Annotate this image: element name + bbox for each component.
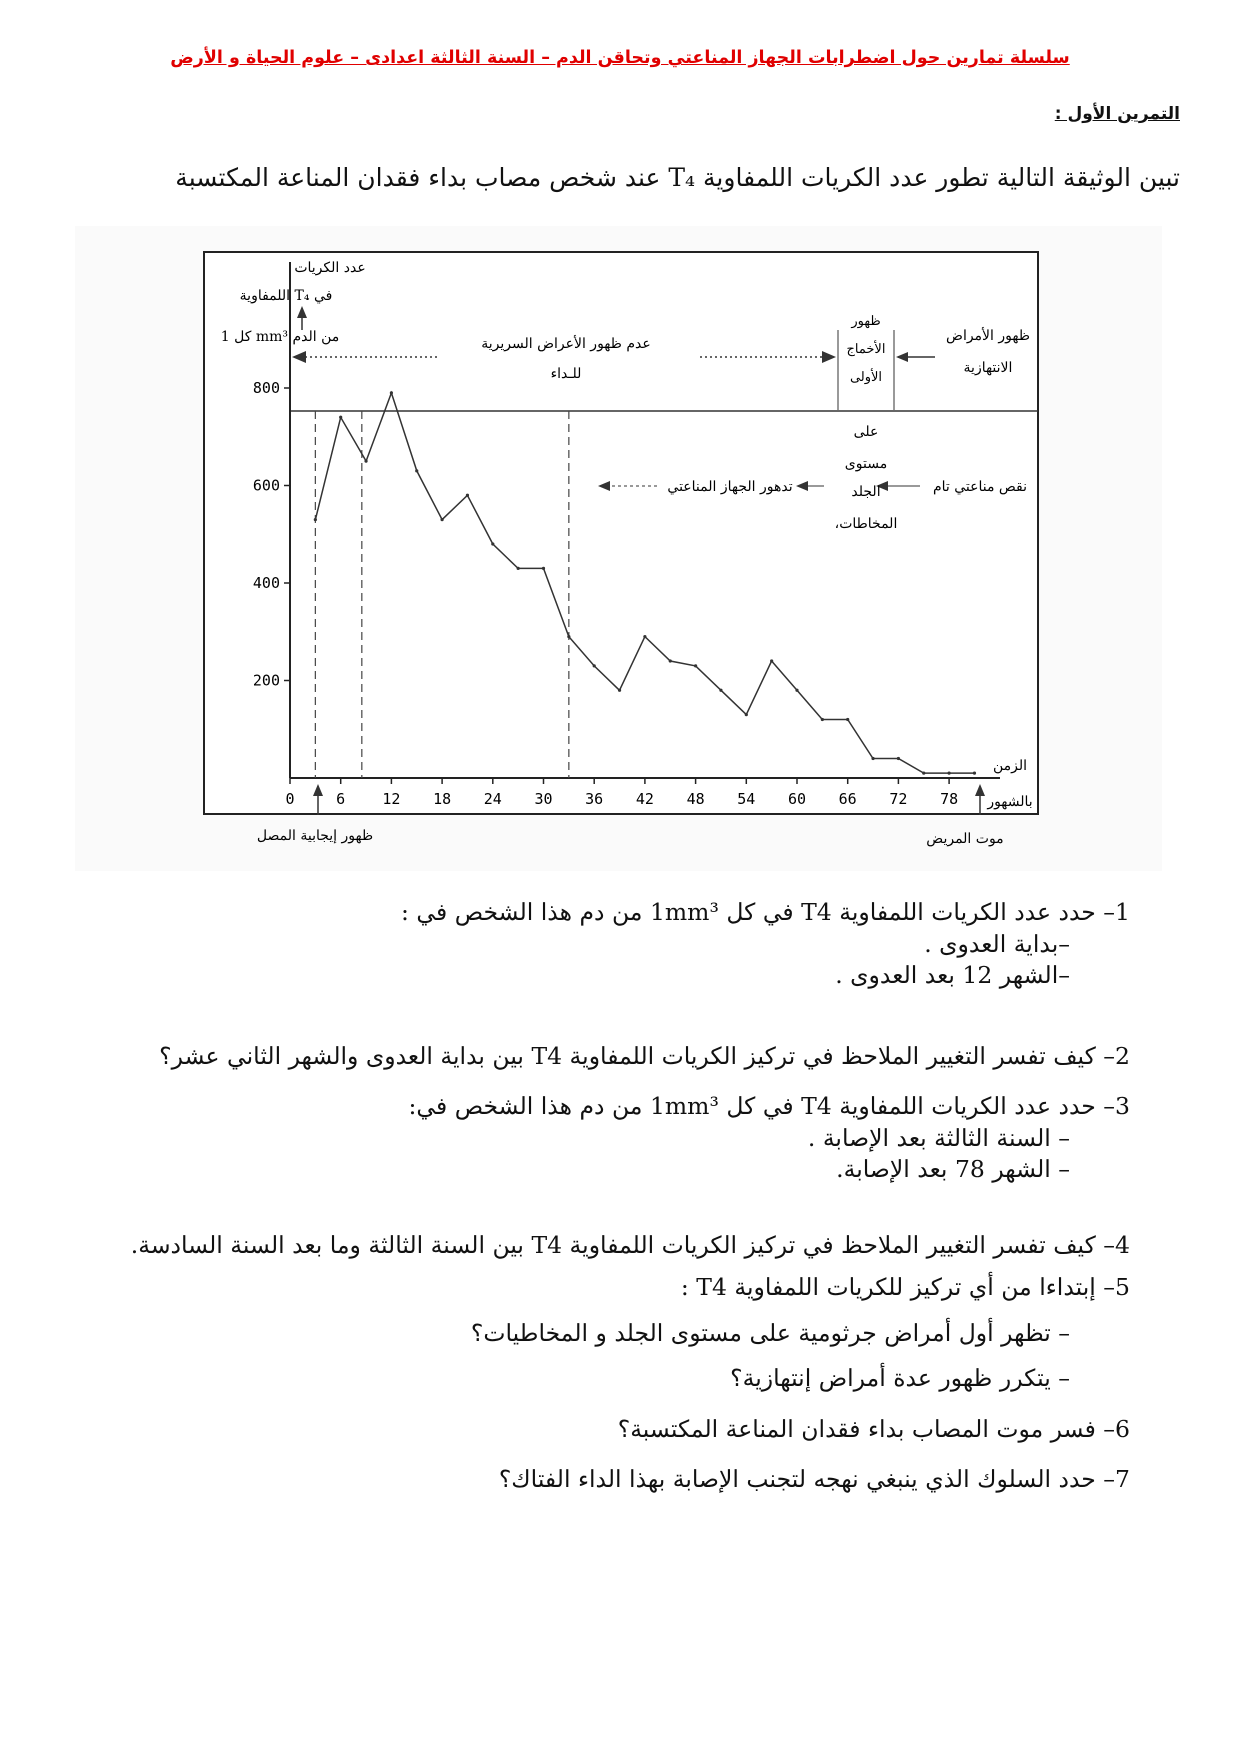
decline-label: تدهور الجهاز المناعتي <box>667 479 793 495</box>
x-tick-label-36: 36 <box>585 790 604 808</box>
question-text: 4– كيف تفسر التغيير الملاحظ في تركيز الكريات اللمفاوية T4 بين السنة الثالثة وما بعد السنة السادسة. <box>130 1231 1130 1259</box>
data-point-1 <box>339 416 342 419</box>
data-point-25 <box>948 772 951 775</box>
x-tick-label-72: 72 <box>889 790 908 808</box>
question-text: 2– كيف تفسر التغيير الملاحظ في تركيز الكريات اللمفاوية T4 بين بداية العدوى والشهر الثاني عشر؟ <box>159 1042 1130 1070</box>
x-tick-label-54: 54 <box>737 790 756 808</box>
data-point-4 <box>415 469 418 472</box>
data-point-22 <box>871 757 874 760</box>
question-text: 3– حدد عدد الكريات اللمفاوية T4 في كل 1mm³ من دم هذا الشخص في: <box>408 1092 1130 1120</box>
question-sub-item: – يتكرر ظهور عدة أمراض إنتهازية؟ <box>730 1364 1070 1393</box>
x-tick-label-30: 30 <box>534 790 553 808</box>
question-1 <box>70 897 1130 992</box>
data-point-18 <box>770 659 773 662</box>
data-point-3 <box>390 391 393 394</box>
data-point-2 <box>364 460 367 463</box>
data-point-10 <box>567 635 570 638</box>
question-sub-item: – تظهر أول أمراض جرثومية على مستوى الجلد و المخاطيات؟ <box>470 1318 1070 1347</box>
phase-opportunistic-2: الانتهازية <box>963 360 1013 376</box>
data-point-6 <box>466 494 469 497</box>
data-point-20 <box>821 718 824 721</box>
question-sub-item: – السنة الثالثة بعد الإصابة . <box>807 1123 1070 1152</box>
data-point-13 <box>643 635 646 638</box>
question-4 <box>70 1230 1130 1262</box>
phase-first-infections-1: ظهور <box>851 314 881 329</box>
data-point-12 <box>618 689 621 692</box>
skin-label-4: ،المخاطات <box>834 516 898 532</box>
data-point-23 <box>897 757 900 760</box>
data-point-0 <box>314 518 317 521</box>
phase-first-infections-3: الأولى <box>849 370 883 385</box>
exercise-title: التمرين الأول : <box>1054 104 1180 124</box>
phase-first-infections-2: الأخماج <box>846 342 886 357</box>
data-point-19 <box>795 689 798 692</box>
data-point-15 <box>694 664 697 667</box>
question-6 <box>70 1414 1130 1446</box>
xlabel-months: بالشهور <box>987 794 1033 810</box>
question-7 <box>70 1464 1130 1496</box>
question-text: 5– إبتداءا من أي تركيز للكريات اللمفاوية T4 : <box>680 1273 1130 1301</box>
data-point-26 <box>973 772 976 775</box>
question-sub-item: –الشهر 12 بعد العدوى . <box>835 961 1070 990</box>
data-point-14 <box>669 659 672 662</box>
data-point-24 <box>922 772 925 775</box>
x-tick-label-6: 6 <box>336 790 346 808</box>
ylabel-line-1: عدد الكريات <box>294 260 366 276</box>
y-tick-label-400: 400 <box>252 574 280 592</box>
x-tick-label-42: 42 <box>635 790 654 808</box>
question-3 <box>70 1091 1130 1186</box>
x-tick-label-24: 24 <box>483 790 502 808</box>
xlabel-time: الزمن <box>992 758 1028 774</box>
phase-asymptomatic-1: عدم ظهور الأعراض السريرية <box>481 336 651 352</box>
y-tick-label-600: 600 <box>252 476 280 495</box>
seropositive-label: ظهور إيجابية المصل <box>256 828 374 844</box>
question-2 <box>70 1041 1130 1073</box>
death-label: موت المريض <box>926 831 1004 847</box>
data-point-17 <box>745 713 748 716</box>
y-tick-label-200: 200 <box>252 671 280 690</box>
ylabel-line-2: اللمفاوية T₄ في <box>239 288 333 304</box>
question-5 <box>70 1272 1130 1395</box>
x-tick-label-78: 78 <box>940 790 959 808</box>
page-title: سلسلة تمارين حول اضطرابات الجهاز المناعتي وتحاقن الدم – السنة الثالثة اعدادى – علوم الحياة و الأرض <box>170 48 1070 68</box>
data-point-11 <box>593 664 596 667</box>
data-point-21 <box>846 718 849 721</box>
x-tick-label-48: 48 <box>686 790 705 808</box>
intro-text: تبين الوثيقة التالية تطور عدد الكريات اللمفاوية T₄ عند شخص مصاب بداء فقدان المناعة المكتسبة <box>175 163 1180 192</box>
question-sub-item: –بداية العدوى . <box>924 929 1070 958</box>
data-point-8 <box>517 567 520 570</box>
x-tick-label-66: 66 <box>838 790 857 808</box>
phase-opportunistic-1: ظهور الأمراض <box>946 328 1030 344</box>
skin-label-1: على <box>853 424 879 440</box>
question-text: 1– حدد عدد الكريات اللمفاوية T4 في كل 1mm³ من دم هذا الشخص في : <box>401 898 1130 926</box>
data-point-5 <box>441 518 444 521</box>
deficit-label: نقص مناعتي تام <box>932 479 1028 495</box>
data-point-7 <box>491 542 494 545</box>
ylabel-line-3: كل 1 mm³ من الدم <box>220 329 340 345</box>
question-text: 6– فسر موت المصاب بداء فقدان المناعة المكتسبة؟ <box>617 1415 1130 1443</box>
phase-asymptomatic-2: للـداء <box>550 366 582 382</box>
question-sub-item: – الشهر 78 بعد الإصابة. <box>836 1155 1070 1184</box>
x-tick-label-12: 12 <box>382 790 401 808</box>
y-tick-label-800: 800 <box>252 379 280 397</box>
x-tick-label-60: 60 <box>787 790 807 808</box>
x-tick-label-18: 18 <box>433 790 452 808</box>
skin-label-3: الجلد <box>851 484 881 500</box>
skin-label-2: مستوى <box>844 456 888 472</box>
question-text: 7– حدد السلوك الذي ينبغي نهجه لتجنب الإصابة بهذا الداء الفتاك؟ <box>498 1465 1130 1493</box>
data-point-9 <box>542 567 545 570</box>
x-tick-label-0: 0 <box>285 790 295 808</box>
data-point-16 <box>719 689 722 692</box>
